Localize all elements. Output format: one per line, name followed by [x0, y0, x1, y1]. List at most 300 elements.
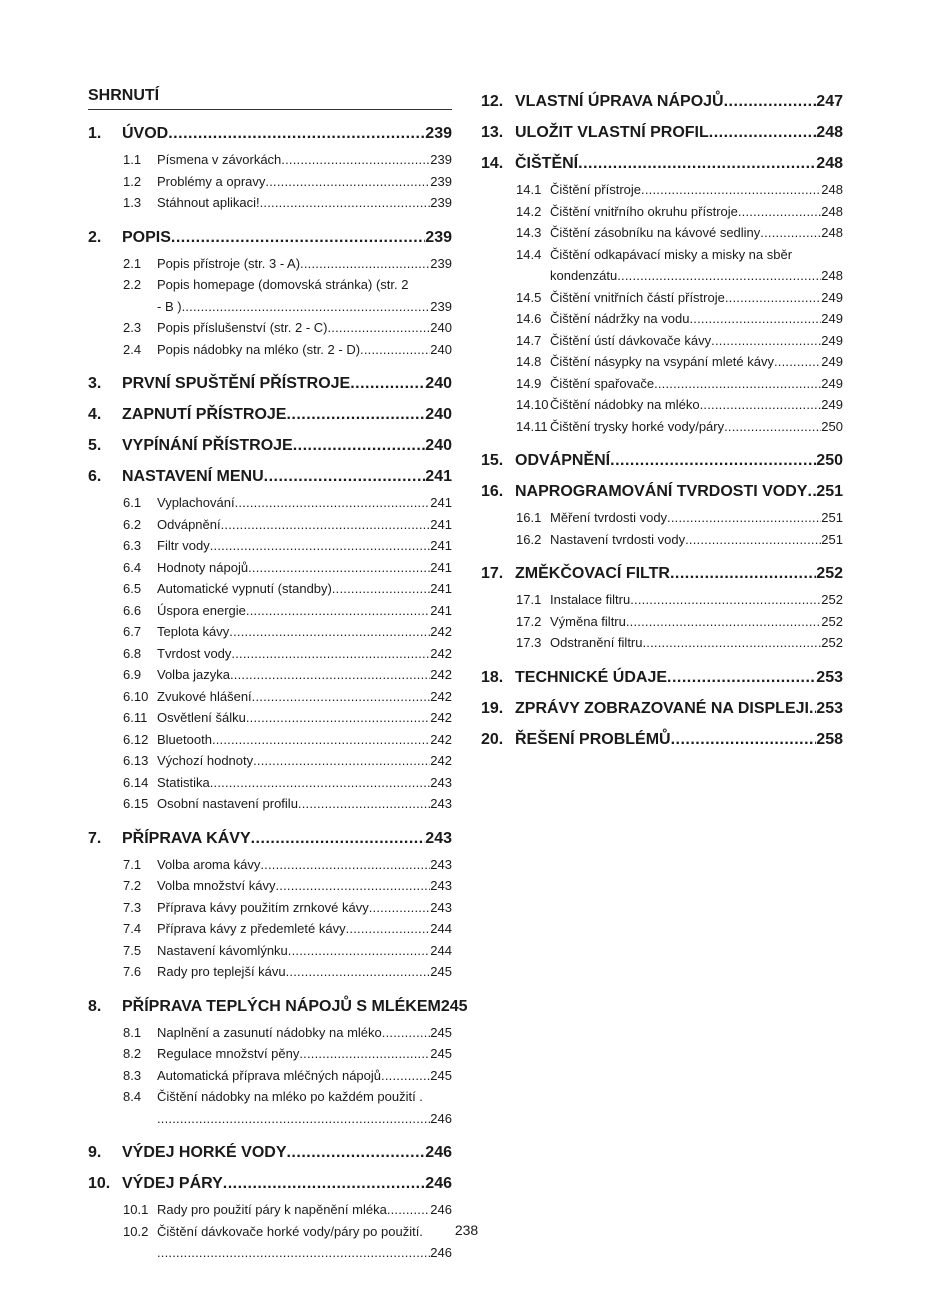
toc-subsection[interactable] [88, 274, 452, 296]
chapter-page: 239 [425, 125, 452, 142]
subsection-page: 242 [430, 645, 452, 661]
subsection-number: 14.9 [516, 375, 542, 391]
dot-leader [229, 621, 430, 643]
toc-chapter[interactable] [481, 693, 843, 724]
chapter-title: ZPRÁVY ZOBRAZOVANÉ NA DISPLEJI [515, 699, 809, 717]
dot-leader [630, 589, 821, 611]
chapter-number: 14. [481, 155, 504, 172]
subsection-title: Popis příslušenství (str. 2 - C) [157, 320, 328, 335]
subsection-number: 2.1 [123, 255, 142, 271]
chapter-page: 240 [425, 406, 452, 423]
dot-leader [288, 940, 431, 962]
toc-subsection[interactable] [88, 854, 452, 876]
chapter-page: 253 [816, 668, 843, 686]
toc-chapter[interactable] [481, 86, 843, 117]
toc-subsection[interactable] [481, 351, 843, 373]
subsection-title: Výměna filtru [550, 613, 626, 629]
dot-leader [643, 632, 822, 654]
chapter-number: 17. [481, 565, 504, 582]
subsection-title: Popis přístroje (str. 3 - A) [157, 255, 301, 271]
toc-chapter[interactable] [88, 1137, 452, 1168]
subsection-page: 249 [821, 354, 843, 369]
subsection-title: Nastavení kávomlýnku [157, 942, 288, 958]
chapter-page: 248 [816, 124, 843, 141]
toc-subsection-continuation [481, 265, 843, 287]
subsection-page: 245 [430, 964, 452, 979]
toc-subsection[interactable] [88, 600, 452, 622]
dot-leader [212, 729, 430, 751]
dot-leader [724, 86, 817, 117]
subsection-number: 17.3 [516, 635, 542, 650]
subsection-page: 249 [821, 375, 843, 391]
subsection-number: 1.3 [123, 195, 142, 210]
chapter-page: 239 [425, 228, 452, 246]
chapter-title: ZAPNUTÍ PŘÍSTROJE [122, 406, 287, 423]
subsection-number: 6.2 [123, 516, 142, 532]
spacer [481, 654, 843, 662]
subsection-number: 6.3 [123, 538, 142, 553]
subsection-number: 6.14 [123, 774, 149, 790]
page-number: 238 [454, 1222, 479, 1238]
subsection-page: 245 [430, 1067, 452, 1083]
dot-leader [157, 1242, 430, 1264]
dot-leader [387, 1199, 430, 1221]
subsection-title: Bluetooth [157, 731, 212, 747]
subsection-number: 16.2 [516, 531, 542, 547]
toc-subsection[interactable] [481, 244, 843, 266]
chapter-page: 252 [816, 565, 843, 582]
subsection-title: Naplnění a zasunutí nádobky na mléko [157, 1024, 382, 1040]
chapter-title: ŘEŠENÍ PROBLÉMŮ [515, 730, 671, 748]
dot-leader [760, 222, 821, 244]
dot-leader [626, 611, 821, 633]
dot-leader [286, 961, 431, 983]
toc-subsection[interactable] [88, 707, 452, 729]
toc-subsection[interactable] [88, 961, 452, 983]
subsection-title: Úspora energie [157, 602, 246, 618]
subsection-title: Příprava kávy z předemleté kávy [157, 921, 346, 936]
subsection-page: 249 [821, 397, 843, 412]
subsection-title: Filtr vody [157, 538, 210, 553]
subsection-number: 7.6 [123, 964, 142, 979]
dot-leader [223, 1168, 426, 1199]
toc-chapter[interactable] [88, 222, 452, 253]
subsection-title: Popis homepage (domovská stránka) (str. 2 [157, 277, 409, 292]
subsection-title: Teplota kávy [157, 624, 230, 639]
subsection-page: 242 [430, 710, 452, 725]
toc-subsection[interactable] [481, 222, 843, 244]
dot-leader [382, 1022, 431, 1044]
toc-subsection[interactable] [88, 729, 452, 751]
subsection-title: Měření tvrdosti vody [550, 510, 668, 525]
subsection-title: Čištění vnitřních částí přístroje [550, 289, 725, 305]
chapter-page: 246 [425, 1175, 452, 1192]
subsection-title: Popis nádobky na mléko (str. 2 - D) [157, 341, 361, 357]
dot-leader [350, 368, 425, 399]
dot-leader [654, 373, 821, 395]
subsection-number: 17.1 [516, 592, 542, 607]
dot-leader [332, 578, 430, 600]
chapter-title: ÚVOD [122, 125, 169, 142]
subsection-page: 242 [430, 667, 452, 682]
subsection-number: 14.10 [516, 397, 549, 412]
dot-leader [253, 750, 430, 772]
toc-chapter[interactable] [481, 724, 843, 755]
subsection-number: 10.2 [123, 1223, 149, 1239]
chapter-number: 7. [88, 829, 102, 847]
subsection-number: 7.1 [123, 856, 142, 872]
subsection-page: 239 [430, 173, 452, 189]
chapter-page: 243 [425, 829, 452, 847]
toc-subsection[interactable] [88, 621, 452, 643]
toc-chapter[interactable] [481, 445, 843, 476]
chapter-page: 240 [425, 375, 452, 392]
subsection-title: Vyplachování [157, 495, 235, 510]
subsection-page: 250 [821, 418, 843, 434]
subsection-title: Čištění ústí dávkovače kávy [550, 332, 712, 348]
subsection-title: Čištění přístroje [550, 182, 642, 197]
toc-chapter[interactable] [88, 461, 452, 492]
subsection-title: Hodnoty nápojů [157, 559, 249, 575]
dot-leader [328, 317, 431, 339]
dot-leader [246, 600, 430, 622]
chapter-page: 253 [816, 699, 843, 717]
dot-leader [230, 664, 430, 686]
toc-subsection[interactable] [88, 253, 452, 275]
spacer [88, 214, 452, 222]
subsection-page: 241 [430, 602, 452, 618]
toc-chapter[interactable] [88, 1168, 452, 1199]
subsection-title: Stáhnout aplikaci! [157, 195, 260, 210]
subsection-number: 8.1 [123, 1024, 142, 1040]
toc-subsection[interactable] [88, 940, 452, 962]
subsection-page: 249 [821, 332, 843, 348]
toc-subsection[interactable] [481, 611, 843, 633]
subsection-page: 241 [430, 495, 452, 510]
toc-subsection[interactable] [88, 578, 452, 600]
subsection-page: 249 [821, 311, 843, 326]
subsection-number: 6.5 [123, 581, 142, 596]
dot-leader [700, 394, 822, 416]
subsection-number: 14.2 [516, 203, 542, 219]
subsection-number: 14.7 [516, 332, 542, 348]
dot-leader [286, 1137, 425, 1168]
toc-subsection[interactable] [88, 492, 452, 514]
toc-subsection[interactable] [88, 643, 452, 665]
subsection-page: 239 [430, 255, 452, 271]
spacer [88, 983, 452, 991]
toc-chapter[interactable] [481, 148, 843, 179]
dot-leader [346, 918, 431, 940]
toc-subsection[interactable] [88, 557, 452, 579]
subsection-number: 6.10 [123, 688, 149, 704]
chapter-title: TECHNICKÉ ÚDAJE [515, 668, 668, 686]
subsection-number: 6.6 [123, 602, 142, 618]
subsection-number: 14.8 [516, 354, 542, 369]
toc-subsection[interactable] [481, 529, 843, 551]
dot-leader [157, 1108, 430, 1130]
subsection-number: 14.1 [516, 182, 542, 197]
subsection-page: 242 [430, 731, 452, 747]
dot-leader [293, 430, 426, 461]
chapter-number: 6. [88, 468, 102, 485]
dot-leader [210, 535, 431, 557]
subsection-number: 6.1 [123, 495, 142, 510]
dot-leader [299, 1043, 430, 1065]
dot-leader [671, 724, 817, 755]
dot-leader [738, 201, 821, 223]
subsection-number: 6.7 [123, 624, 142, 639]
chapter-number: 9. [88, 1144, 102, 1161]
subsection-title: Výchozí hodnoty [157, 753, 254, 768]
toc-subsection[interactable] [88, 875, 452, 897]
toc-subsection[interactable] [481, 201, 843, 223]
toc-right-column [481, 86, 843, 755]
toc-chapter[interactable] [88, 368, 452, 399]
subsection-page: 242 [430, 753, 452, 768]
toc-chapter[interactable] [481, 558, 843, 589]
chapter-number: 13. [481, 124, 504, 141]
spacer [88, 815, 452, 823]
dot-leader [260, 192, 431, 214]
toc-subsection[interactable] [88, 793, 452, 815]
toc-subsection[interactable] [481, 416, 843, 438]
subsection-page: 241 [430, 538, 452, 553]
toc-chapter[interactable] [481, 662, 843, 693]
subsection-title: Čištění nádobky na mléko [550, 397, 700, 412]
toc-subsection-continuation [88, 296, 452, 318]
subsection-page: 242 [430, 624, 452, 639]
chapter-number: 16. [481, 483, 504, 500]
toc-subsection[interactable] [88, 317, 452, 339]
dot-leader [210, 772, 431, 794]
chapter-number: 18. [481, 668, 504, 686]
toc-chapter[interactable] [88, 823, 452, 854]
dot-leader [264, 461, 426, 492]
dot-leader [807, 476, 816, 507]
subsection-page: 245 [430, 1024, 452, 1040]
subsection-page: 251 [821, 510, 843, 525]
toc-subsection[interactable] [88, 1199, 452, 1221]
subsection-title: Čištění nádobky na mléko po každém použití . [157, 1089, 423, 1104]
toc-subsection[interactable] [88, 686, 452, 708]
chapter-number: 8. [88, 997, 102, 1015]
subsection-number: 14.4 [516, 246, 542, 262]
dot-leader [221, 514, 431, 536]
subsection-title-continuation: - B ) [157, 298, 182, 314]
dot-leader [298, 793, 430, 815]
subsection-page: 248 [821, 268, 843, 283]
subsection-title: Čištění odkapávací misky a misky na sběr [550, 246, 793, 262]
toc-subsection[interactable] [88, 149, 452, 171]
spacer [88, 1129, 452, 1137]
chapter-title: VYPÍNÁNÍ PŘÍSTROJE [122, 437, 293, 454]
chapter-title: NASTAVENÍ MENU [122, 468, 264, 485]
subsection-title: Rady pro teplejší kávu [157, 964, 286, 979]
toc-subsection[interactable] [481, 179, 843, 201]
toc-subsection[interactable] [88, 1086, 452, 1108]
subsection-page: 243 [430, 856, 452, 872]
toc-subsection[interactable] [88, 897, 452, 919]
subsection-title: Čištění násypky na vsypání mleté kávy [550, 354, 774, 369]
subsection-page: 246 [430, 1245, 452, 1260]
chapter-title: ODVÁPNĚNÍ [515, 452, 611, 469]
subsection-page: 251 [821, 531, 843, 547]
chapter-page: 250 [816, 452, 843, 469]
subsection-page: 245 [430, 1046, 452, 1061]
dot-leader [252, 686, 431, 708]
dot-leader [689, 308, 821, 330]
subsection-title: Tvrdost vody [157, 645, 232, 661]
toc-subsection[interactable] [88, 339, 452, 361]
dot-leader [381, 1065, 430, 1087]
subsection-number: 8.3 [123, 1067, 142, 1083]
dot-leader [725, 287, 821, 309]
subsection-page: 241 [430, 516, 452, 532]
subsection-number: 14.3 [516, 225, 542, 240]
dot-leader [251, 823, 426, 854]
subsection-number: 17.2 [516, 613, 542, 629]
subsection-title: Volba aroma kávy [157, 856, 261, 872]
subsection-number: 1.1 [123, 152, 142, 167]
subsection-page: 248 [821, 225, 843, 240]
toc-subsection[interactable] [88, 171, 452, 193]
chapter-title: POPIS [122, 228, 171, 246]
subsection-number: 7.3 [123, 899, 142, 915]
toc-subsection[interactable] [481, 373, 843, 395]
subsection-page: 243 [430, 878, 452, 893]
toc-chapter[interactable] [88, 991, 468, 1022]
toc-chapter[interactable] [88, 118, 452, 149]
subsection-page: 241 [430, 581, 452, 596]
subsection-number: 6.4 [123, 559, 142, 575]
toc-subsection[interactable] [481, 287, 843, 309]
subsection-title: Čištění zásobníku na kávové sedliny [550, 225, 761, 240]
dot-leader [248, 557, 430, 579]
toc-subsection[interactable] [88, 750, 452, 772]
toc-subsection[interactable] [88, 664, 452, 686]
dot-leader [369, 897, 431, 919]
subsection-title: Automatická příprava mléčných nápojů [157, 1067, 382, 1083]
chapter-number: 20. [481, 730, 504, 748]
dot-leader [360, 339, 430, 361]
dot-leader [231, 643, 430, 665]
toc-subsection[interactable] [88, 1065, 452, 1087]
chapter-title: PŘÍPRAVA TEPLÝCH NÁPOJŮ S MLÉKEM [122, 997, 441, 1015]
chapter-title: VÝDEJ HORKÉ VODY [122, 1144, 287, 1161]
chapter-page: 251 [816, 483, 843, 500]
toc-subsection[interactable] [88, 1022, 452, 1044]
chapter-title: PRVNÍ SPUŠTĚNÍ PŘÍSTROJE [122, 375, 351, 392]
dot-leader [171, 222, 425, 253]
subsection-title: Problémy a opravy [157, 173, 266, 189]
toc-subsection[interactable] [481, 308, 843, 330]
subsection-title: Čištění trysky horké vody/páry [550, 418, 725, 434]
toc-subsection[interactable] [88, 535, 452, 557]
subsection-page: 239 [430, 195, 452, 210]
subsection-number: 10.1 [123, 1202, 149, 1217]
chapter-number: 5. [88, 437, 102, 454]
spacer [88, 1264, 452, 1272]
subsection-number: 8.2 [123, 1046, 142, 1061]
toc-chapter[interactable] [481, 476, 843, 507]
chapter-page: 245 [440, 997, 468, 1015]
subsection-page: 248 [821, 203, 843, 219]
subsection-title: Čištění nádržky na vodu [550, 311, 690, 326]
subsection-title: Odstranění filtru [550, 635, 643, 650]
subsection-title: Automatické vypnutí (standby) [157, 581, 332, 596]
chapter-number: 12. [481, 93, 504, 110]
chapter-title: NAPROGRAMOVÁNÍ TVRDOSTI VODY [515, 483, 808, 500]
dot-leader [168, 118, 425, 149]
subsection-number: 6.9 [123, 667, 142, 682]
dot-leader [276, 875, 431, 897]
dot-leader [286, 399, 425, 430]
subsection-number: 7.5 [123, 942, 142, 958]
subsection-page: 252 [821, 635, 843, 650]
subsection-number: 14.11 [516, 418, 548, 434]
dot-leader [641, 179, 821, 201]
subsection-title: Čištění vnitřního okruhu přístroje [550, 203, 738, 219]
dot-leader [709, 117, 817, 148]
subsection-number: 2.4 [123, 341, 142, 357]
chapter-page: 247 [816, 93, 843, 110]
subsection-page: 243 [430, 899, 452, 915]
toc-subsection[interactable] [88, 514, 452, 536]
dot-leader [281, 149, 430, 171]
dot-leader [182, 296, 431, 318]
dot-leader [300, 253, 430, 275]
chapter-number: 10. [88, 1175, 111, 1192]
subsection-title: Regulace množství pěny [157, 1046, 300, 1061]
subsection-title: Rady pro použití páry k napěnění mléka [157, 1202, 387, 1217]
subsection-number: 6.12 [123, 731, 149, 747]
subsection-number: 7.2 [123, 878, 142, 893]
subsection-number: 1.2 [123, 173, 142, 189]
subsection-page: 243 [430, 796, 452, 811]
toc-subsection[interactable] [481, 632, 843, 654]
toc-subsection[interactable] [481, 589, 843, 611]
subsection-number: 16.1 [516, 510, 542, 525]
dot-leader [260, 854, 430, 876]
dot-leader [246, 707, 430, 729]
toc-subsection[interactable] [481, 507, 843, 529]
toc-chapter[interactable] [88, 430, 452, 461]
toc-subsection[interactable] [88, 192, 452, 214]
subsection-number: 6.8 [123, 645, 142, 661]
subsection-title: Čištění spařovače [550, 375, 655, 391]
dot-leader [774, 351, 821, 373]
chapter-title: ČIŠTĚNÍ [515, 155, 579, 172]
subsection-title: Zvukové hlášení [157, 688, 252, 704]
toc-subsection[interactable] [481, 394, 843, 416]
chapter-page: 240 [425, 437, 452, 454]
toc-chapter[interactable] [481, 117, 843, 148]
toc-subsection[interactable] [88, 772, 452, 794]
toc-subsection[interactable] [88, 1043, 452, 1065]
subsection-number: 6.13 [123, 753, 149, 768]
toc-subsection[interactable] [481, 330, 843, 352]
subsection-page: 242 [430, 688, 452, 704]
dot-leader [670, 558, 816, 589]
toc-subsection-continuation [88, 1242, 452, 1264]
toc-subsection[interactable] [88, 918, 452, 940]
subsection-title: Statistika [157, 774, 210, 790]
toc-chapter[interactable] [88, 399, 452, 430]
subsection-page: 249 [821, 289, 843, 305]
chapter-page: 241 [425, 468, 452, 485]
subsection-number: 2.3 [123, 320, 142, 335]
